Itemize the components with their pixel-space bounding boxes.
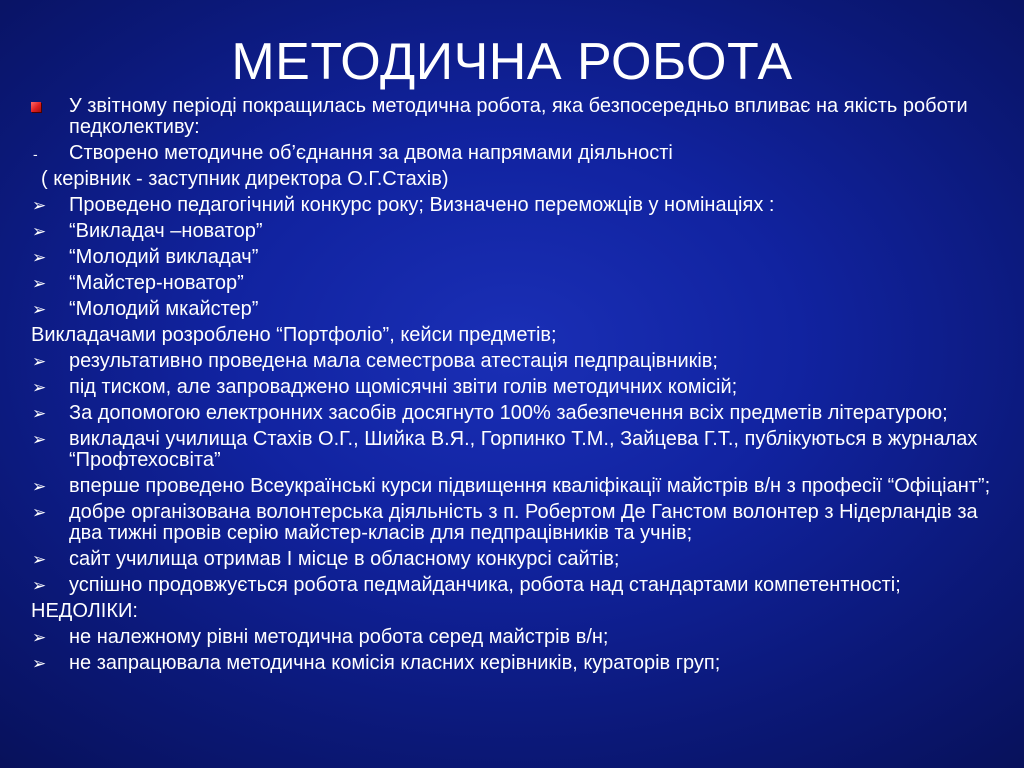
list-item: У звітному періоді покращилась методична робота, яка безпосередньо впливає на якість роботи педколективу: bbox=[31, 96, 991, 138]
list-item: ➢ під тиском, але запроваджено щомісячні звіти голів методичних комісій; bbox=[32, 376, 738, 398]
arrow-bullet-icon: ➢ bbox=[32, 196, 47, 215]
arrow-bullet-icon: ➢ bbox=[32, 576, 47, 595]
list-item: ➢ добре організована волонтерська діяльність з п. Робертом Де Ганстом волонтер з Нідерландів за два тижні провів серію майстер-класів для педпрацівників та учнів; bbox=[32, 501, 978, 544]
content-list bbox=[31, 96, 991, 679]
square-bullet-icon bbox=[31, 96, 61, 117]
arrow-bullet-icon: ➢ bbox=[32, 378, 47, 397]
list-item: ➢ “Викладач –новатор” bbox=[32, 220, 263, 242]
list-item: - Створено методичне об’єднання за двома напрямами діяльності bbox=[33, 142, 673, 164]
list-item: ➢ викладачі училища Стахів О.Г., Шийка В.Я., Горпинко Т.М., Зайцева Г.Т., публікуються в журналах “Профтехосвіта” bbox=[32, 428, 978, 471]
dash-bullet-icon: - bbox=[33, 146, 38, 162]
list-item: ➢ За допомогою електронних засобів досягнуто 100% забезпечення всіх предметів літературою; bbox=[32, 402, 948, 424]
list-item: ➢ не запрацювала методична комісія класних керівників, кураторів груп; bbox=[32, 652, 721, 674]
arrow-bullet-icon: ➢ bbox=[32, 352, 47, 371]
arrow-bullet-icon: ➢ bbox=[32, 404, 47, 423]
list-item: ➢ Проведено педагогічний конкурс року; Визначено переможців у номінаціях : bbox=[32, 194, 775, 216]
list-item: Викладачами розроблено “Портфоліо”, кейси предметів; bbox=[31, 324, 557, 346]
list-item: ➢ успішно продовжується робота педмайданчика, робота над стандартами компетентності; bbox=[32, 574, 901, 596]
list-item: ➢ “Молодий мкайстер” bbox=[32, 298, 259, 320]
list-item: ➢ “Майстер-новатор” bbox=[32, 272, 244, 294]
arrow-bullet-icon: ➢ bbox=[32, 628, 47, 647]
arrow-bullet-icon: ➢ bbox=[32, 300, 47, 319]
list-item: ( керівник - заступник директора О.Г.Стахів) bbox=[41, 168, 449, 190]
arrow-bullet-icon: ➢ bbox=[32, 248, 47, 267]
arrow-bullet-icon: ➢ bbox=[32, 654, 47, 673]
arrow-bullet-icon: ➢ bbox=[32, 274, 47, 293]
list-item: НЕДОЛІКИ: bbox=[31, 600, 138, 622]
list-item: ➢ сайт училища отримав І місце в обласному конкурсі сайтів; bbox=[32, 548, 620, 570]
slide-title: МЕТОДИЧНА РОБОТА bbox=[231, 33, 793, 91]
list-item: ➢ результативно проведена мала семестрова атестація педпрацівників; bbox=[32, 350, 718, 372]
list-item: ➢ вперше проведено Всеукраїнські курси підвищення кваліфікації майстрів в/н з професії “Офіціант”; bbox=[32, 475, 991, 497]
arrow-bullet-icon: ➢ bbox=[32, 550, 47, 569]
list-item: ➢ не належному рівні методична робота серед майстрів в/н; bbox=[32, 626, 609, 648]
arrow-bullet-icon: ➢ bbox=[32, 477, 47, 496]
arrow-bullet-icon: ➢ bbox=[32, 503, 47, 522]
arrow-bullet-icon: ➢ bbox=[32, 222, 47, 241]
arrow-bullet-icon: ➢ bbox=[32, 430, 47, 449]
list-item: ➢ “Молодий викладач” bbox=[32, 246, 259, 268]
